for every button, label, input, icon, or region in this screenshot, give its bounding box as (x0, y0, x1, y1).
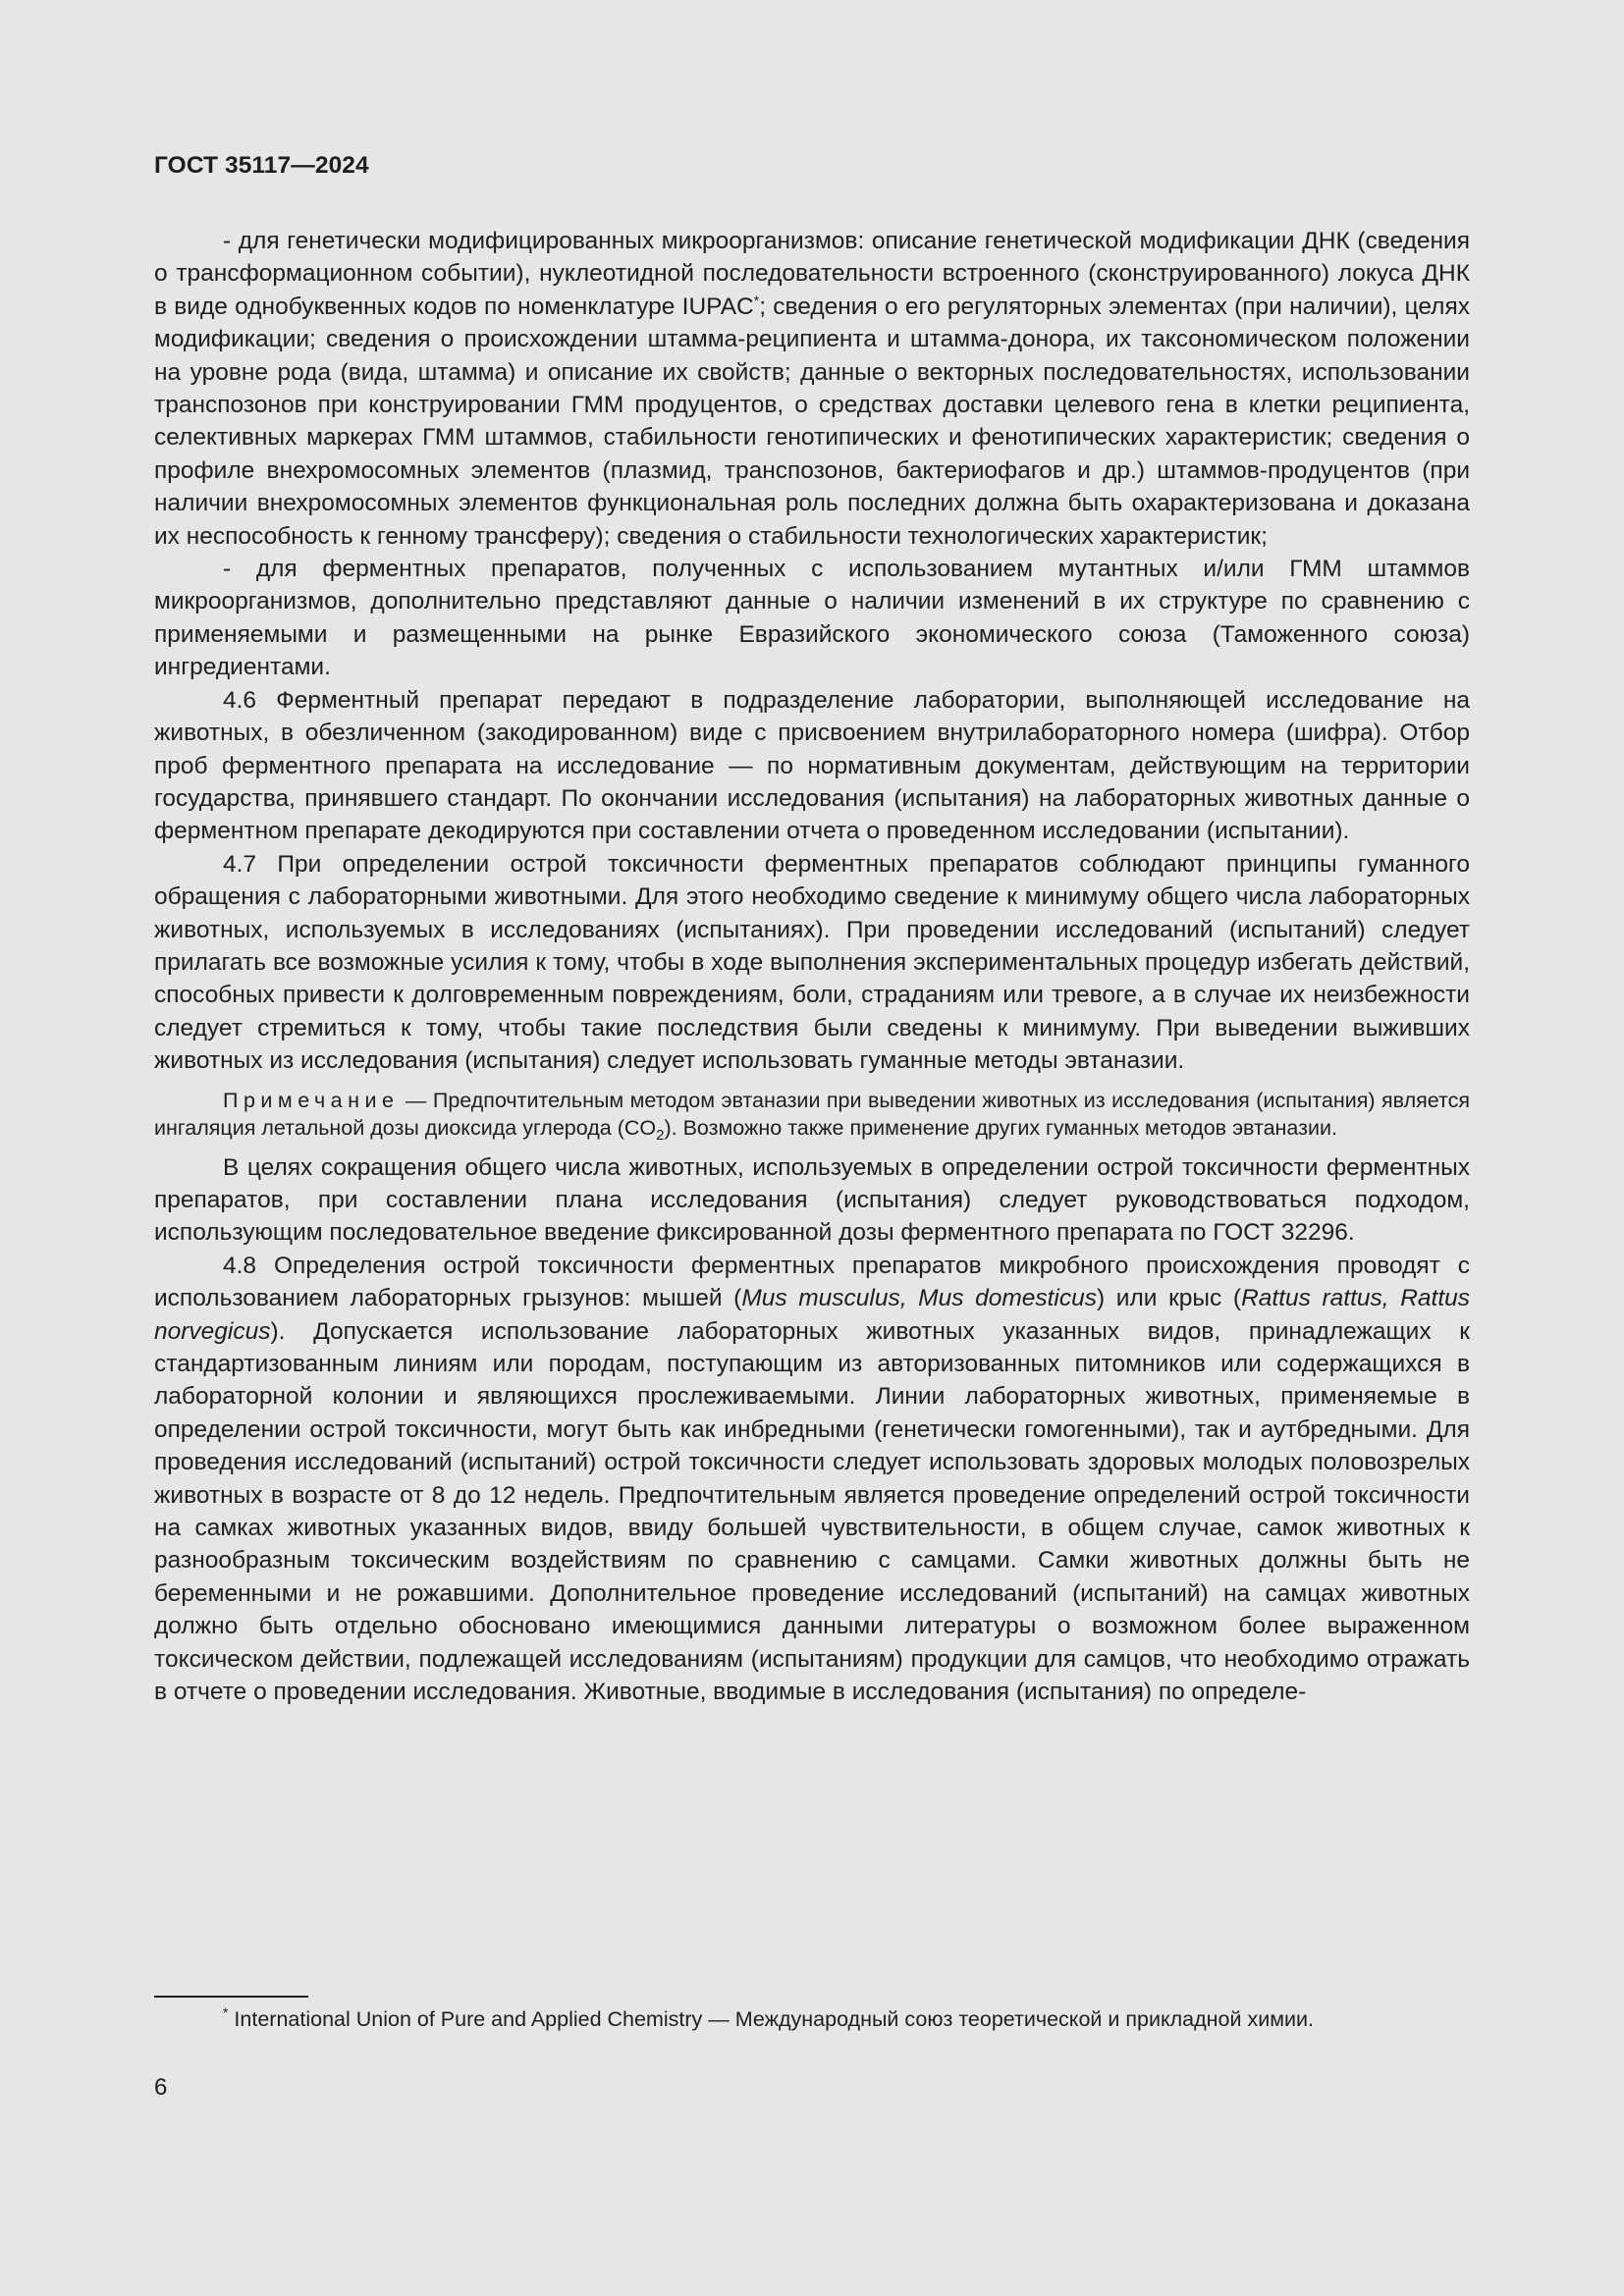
document-body (154, 225, 1470, 1708)
note-text: — Предпочтительным методом эвтаназии при выведении животных из исследования (испытания) является ингаляция летальной дозы диоксида углерода (CO (154, 1088, 1470, 1140)
footnote-divider (154, 1996, 308, 1998)
footnote (154, 2005, 1470, 2034)
species-mice: Mus musculus, Mus domesticus (741, 1285, 1097, 1312)
note-subscript: 2 (656, 1126, 665, 1144)
paragraph-mutant-strains: - для ферментных препаратов, полученных с использованием мутантных и/или ГММ штаммов микроорганизмов, дополнительно представляют данные о наличии изменений в их структуре по сравнению с применяемыми и размещенными на рынке Евразийского экономического союза (Таможенного союза) ингредиентами. (154, 556, 1470, 681)
paragraph-text: 4.8 Определения острой токсичности ферментных препаратов микробного происхождения проводят с использованием лабораторных грызунов: мышей ( (154, 1252, 1470, 1312)
paragraph-clause-4-7: 4.7 При определении острой токсичности ферментных препаратов соблюдают принципы гуманного обращения с лабораторными животными. Для этого необходимо сведение к минимуму общего числа лабораторных животных, используемых в исследованиях (испытаниях). При проведении исследований (испытаний) следует прилагать все возможные усилия к тому, чтобы в ходе выполнения экспериментальных процедур избегать действий, способных привести к долговременным повреждениям, боли, страданиям или тревоге, а в случае их неизбежности следует стремиться к тому, чтобы такие последствия были сведены к минимуму. При выведении выживших животных из исследования (испытания) следует использовать гуманные методы эвтаназии. (154, 850, 1470, 1075)
standard-designation: ГОСТ 35117—2024 (154, 152, 369, 179)
note-label: Примечание (223, 1088, 400, 1112)
paragraph-clause-4-6: 4.6 Ферментный препарат передают в подразделение лаборатории, выполняющей исследование на животных, в обезличенном (закодированном) виде с присвоением внутрилабораторного номера (шифра). Отбор проб ферментного препарата на исследование — по нормативным документам, действующим на территории государства, принявшего стандарт. По окончании исследования (испытания) на лабораторных животных данные о ферментном препарате декодируются при составлении отчета о проведенном исследовании (испытании). (154, 686, 1470, 845)
species-rats: Rattus rattus, Rattus norvegicus (154, 1285, 1471, 1345)
footnote-reference: * (753, 292, 760, 308)
paragraph-fixed-dose: В целях сокращения общего числа животных, используемых в определении острой токсичности ферментных препаратов, при составлении плана исследования (испытания) следует руководствоваться подходом, использующим последовательное введение фиксированной дозы ферментного препарата по ГОСТ 32296. (154, 1153, 1470, 1247)
paragraph-text: ) или крыс ( (1096, 1285, 1242, 1312)
footnote-text: International Union of Pure and Applied Chemistry — Международный союз теоретической и прикладной химии. (228, 2007, 1315, 2031)
note-text-continued: ). Возможно также применение других гуманных методов эвтаназии. (664, 1115, 1337, 1140)
paragraph-clause-4-8 (154, 1250, 1470, 1709)
document-page (154, 0, 1470, 2296)
paragraph-text: - для генетически модифицированных микроорганизмов: описание генетической модификации ДНК (сведения о трансформационном событии), нуклеотидной последовательности встроенного (сконструированного) локуса ДНК в виде однобуквенных кодов по номенклатуре IUPAC (154, 228, 1470, 320)
footnote-mark: * (223, 2004, 229, 2020)
paragraph-text-continued: ). Допускается использование лабораторных животных указанных видов, принадлежащих к стандартизованным линиям или породам, поступающим из авторизованных питомников или содержащихся в лабораторной колонии и являющихся прослеживаемыми. Линии лабораторных животных, применяемые в определении острой токсичности, могут быть как инбредными (генетически гомогенными), так и аутбредными. Для проведения исследований (испытаний) острой токсичности следует использовать здоровых молодых половозрелых животных в возрасте от 8 до 12 недель. Предпочтительным является проведение определений острой токсичности на самках животных указанных видов, ввиду большей чувствительности, в общем случае, самок животных к разнообразным токсическим воздействиям по сравнению с самцами. Самки животных должны быть не беременными и не рожавшими. Дополнительное проведение исследований (испытаний) на самцах животных должно быть отдельно обосновано имеющимися данными литературы о возможном более выраженном токсическом действии, подлежащей исследованиям (испытаниям) продукции для самцов, что необходимо отражать в отчете о проведении исследования. Животные, вводимые в исследования (испытания) по определе- (154, 1317, 1470, 1706)
paragraph-gmo-requirements (154, 225, 1470, 553)
note-block (154, 1087, 1470, 1142)
paragraph-text-continued: ; сведения о его регуляторных элементах (при наличии), целях модификации; сведения о происхождении штамма-реципиента и штамма-донора, их таксономическом положении на уровне рода (вида, штамма) и описание их свойств; данные о векторных последовательностях, использовании транспозонов при конструировании ГММ продуцентов, о средствах доставки целевого гена в клетки реципиента, селективных маркерах ГММ штаммов, стабильности генотипических и фенотипических характеристик; сведения о профиле внехромосомных элементов (плазмид, транспозонов, бактериофагов и др.) штаммов-продуцентов (при наличии внехромосомных элементов функциональная роль последних должна быть охарактеризована и доказана их неспособность к генному трансферу); сведения о стабильности технологических характеристик; (154, 293, 1470, 550)
document-header (154, 152, 369, 180)
page-number: 6 (154, 2074, 168, 2101)
